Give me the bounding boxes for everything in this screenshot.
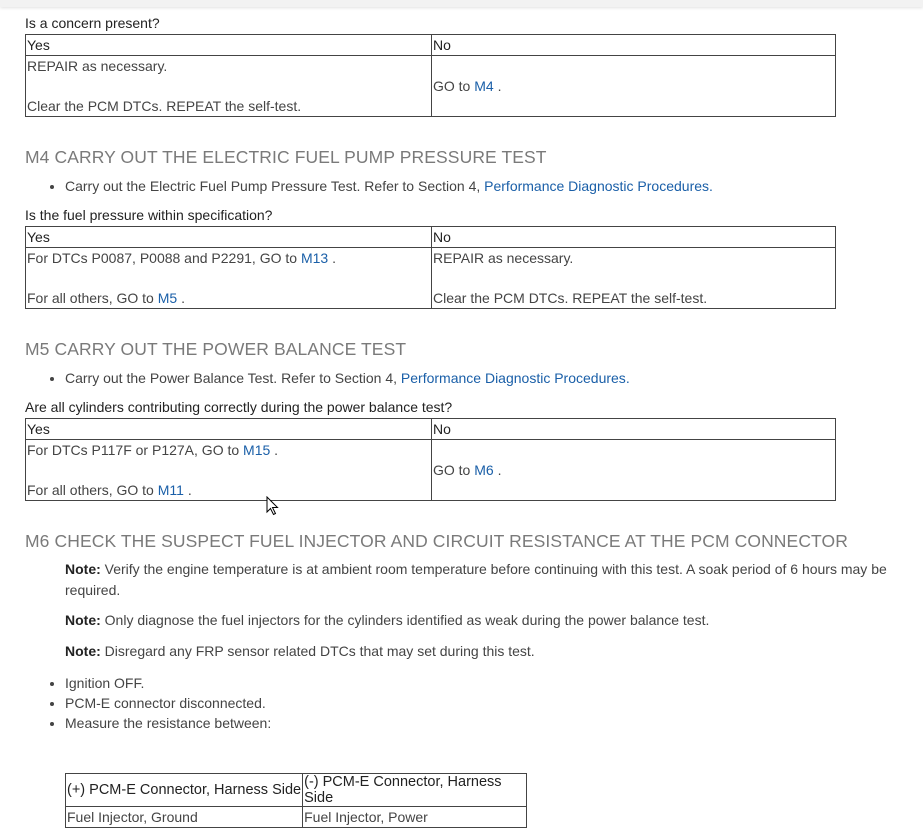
yes-line-1-suffix: . bbox=[274, 442, 279, 458]
link-m13[interactable]: M13 bbox=[300, 250, 329, 266]
yes-cell bbox=[26, 248, 432, 309]
yes-cell bbox=[26, 440, 432, 501]
m5-bullet-suffix: . bbox=[625, 370, 630, 386]
no-cell bbox=[432, 440, 836, 501]
yes-line-1-suffix: . bbox=[332, 250, 336, 266]
no-suffix: . bbox=[497, 462, 502, 478]
link-m15[interactable]: M15 bbox=[243, 442, 271, 458]
top-toolbar-edge bbox=[0, 0, 923, 7]
m5-result-table bbox=[25, 418, 836, 501]
m4-result-table bbox=[25, 226, 836, 309]
note-label: Note: bbox=[65, 561, 101, 577]
link-m5[interactable]: M5 bbox=[157, 290, 178, 306]
no-header: No bbox=[432, 419, 836, 440]
yes-cell bbox=[26, 56, 432, 117]
no-cell bbox=[432, 248, 836, 309]
link-m6[interactable]: M6 bbox=[474, 462, 494, 478]
note-text: Disregard any FRP sensor related DTCs that may set during this test. bbox=[104, 643, 535, 659]
question-cylinders-contributing: Are all cylinders contributing correctly during the power balance test? bbox=[25, 399, 453, 415]
table-cell: Fuel Injector, Ground bbox=[66, 807, 303, 828]
yes-line-2-text: For all others, GO to bbox=[27, 290, 154, 306]
no-prefix: GO to bbox=[433, 462, 471, 478]
m4-bullet-list bbox=[47, 176, 713, 196]
yes-line-2: Clear the PCM DTCs. REPEAT the self-test. bbox=[27, 98, 302, 114]
m6-heading: M6 CHECK THE SUSPECT FUEL INJECTOR AND CIRCUIT RESISTANCE AT THE PCM CONNECTOR bbox=[25, 531, 848, 551]
yes-line-2 bbox=[27, 480, 430, 500]
yes-line-1: REPAIR as necessary. bbox=[27, 58, 168, 74]
list-item: • PCM-E connector disconnected. bbox=[65, 693, 271, 713]
m6-bullet-list bbox=[47, 673, 271, 733]
m4-bullet-text: Carry out the Electric Fuel Pump Pressure Test. Refer to Section 4, bbox=[65, 178, 481, 194]
yes-line-1-text: For DTCs P117F or P127A, GO to bbox=[27, 442, 240, 458]
list-item: • Measure the resistance between: bbox=[65, 713, 271, 733]
column-header-positive: (+) PCM-E Connector, Harness Side bbox=[66, 774, 303, 807]
note-text: Only diagnose the fuel injectors for the cylinders identified as weak during the power balance test. bbox=[104, 612, 710, 628]
m3-result-table bbox=[25, 34, 836, 117]
list-item: • Ignition OFF. bbox=[65, 673, 271, 693]
m4-heading: M4 CARRY OUT THE ELECTRIC FUEL PUMP PRESSURE TEST bbox=[25, 147, 547, 167]
yes-header: Yes bbox=[26, 35, 432, 56]
no-header: No bbox=[432, 227, 836, 248]
m5-bullet bbox=[65, 368, 630, 388]
link-m4[interactable]: M4 bbox=[474, 78, 494, 94]
no-prefix: GO to bbox=[433, 78, 471, 94]
link-performance-diagnostic-procedures[interactable]: Performance Diagnostic Procedures bbox=[484, 178, 710, 194]
note-text: Verify the engine temperature is at ambient room temperature before continuing with this test. A soak period of 6 hours may be required. bbox=[65, 561, 887, 598]
question-fuel-pressure: Is the fuel pressure within specification? bbox=[25, 207, 273, 223]
note-weak-cylinders bbox=[65, 610, 910, 631]
note-frp-sensor bbox=[65, 641, 910, 662]
question-concern-present: Is a concern present? bbox=[25, 15, 160, 31]
note-label: Note: bbox=[65, 612, 101, 628]
note-label: Note: bbox=[65, 643, 101, 659]
m4-bullet-suffix: . bbox=[709, 178, 713, 194]
no-line-1: REPAIR as necessary. bbox=[433, 250, 574, 266]
m4-bullet bbox=[65, 176, 713, 196]
mouse-pointer-icon bbox=[266, 496, 280, 516]
no-header: No bbox=[432, 35, 836, 56]
no-line-2: Clear the PCM DTCs. REPEAT the self-test. bbox=[433, 290, 708, 306]
yes-header: Yes bbox=[26, 227, 432, 248]
yes-line-1-text: For DTCs P0087, P0088 and P2291, GO to bbox=[27, 250, 298, 266]
yes-line-1 bbox=[27, 440, 430, 460]
yes-line-1 bbox=[27, 248, 430, 268]
yes-line-2-text: For all others, GO to bbox=[27, 482, 154, 498]
yes-line-2-suffix: . bbox=[181, 290, 185, 306]
table-cell: Fuel Injector, Power bbox=[303, 807, 527, 828]
column-header-negative: (-) PCM-E Connector, Harness Side bbox=[303, 774, 527, 807]
yes-line-2 bbox=[27, 288, 430, 308]
m5-bullet-text: Carry out the Power Balance Test. Refer to Section 4, bbox=[65, 370, 398, 386]
no-suffix: . bbox=[497, 78, 502, 94]
yes-line-2-suffix: . bbox=[187, 482, 192, 498]
pcm-resistance-table bbox=[65, 773, 527, 828]
yes-header: Yes bbox=[26, 419, 432, 440]
m5-bullet-list bbox=[47, 368, 630, 388]
note-ambient-temperature bbox=[65, 559, 910, 601]
m5-heading: M5 CARRY OUT THE POWER BALANCE TEST bbox=[25, 339, 407, 359]
no-cell bbox=[432, 56, 836, 117]
link-m11[interactable]: M11 bbox=[157, 482, 184, 498]
link-performance-diagnostic-procedures[interactable]: Performance Diagnostic Procedures bbox=[400, 370, 626, 386]
